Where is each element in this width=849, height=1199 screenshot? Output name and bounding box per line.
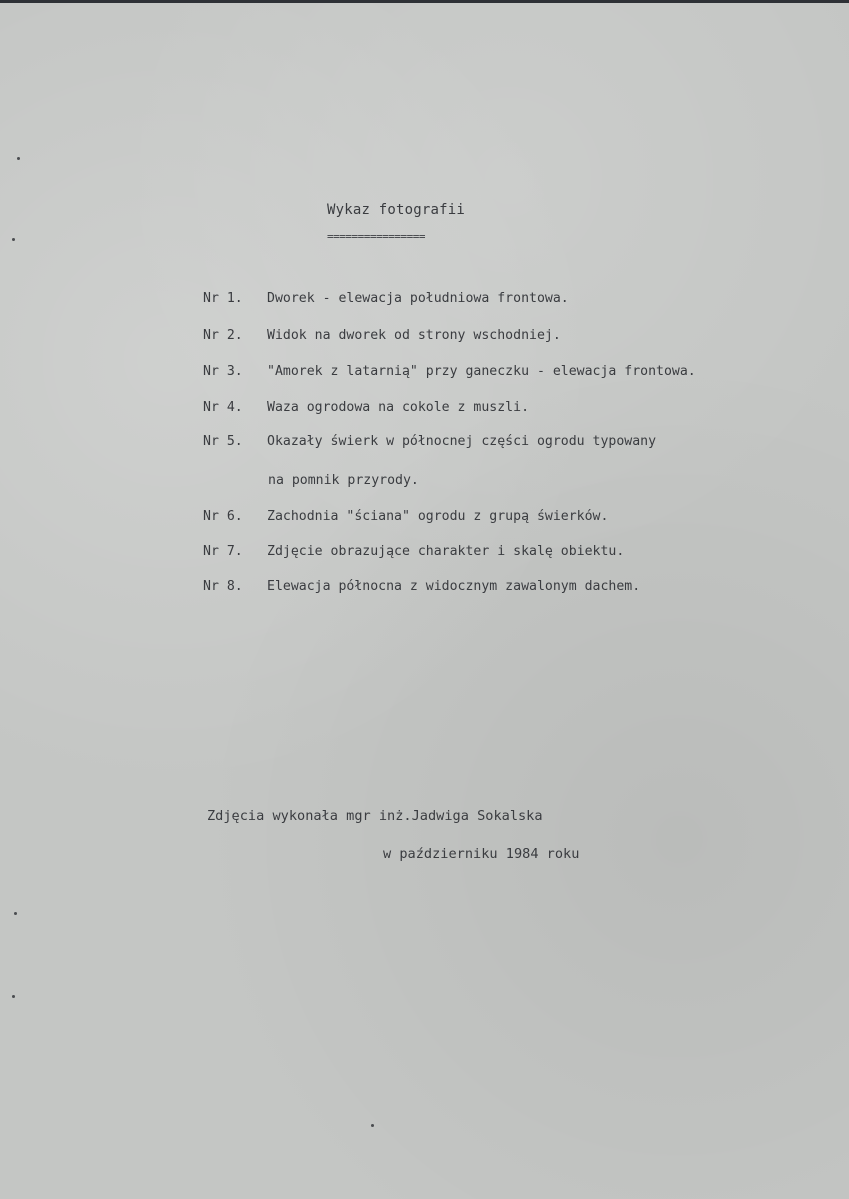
- signature-line-2: w październiku 1984 roku: [383, 846, 580, 862]
- item-number: Nr 1.: [203, 291, 243, 306]
- page-top-edge: [0, 0, 849, 3]
- list-item: [203, 364, 696, 379]
- signature-line-1: Zdjęcia wykonała mgr inż.Jadwiga Sokalska: [207, 808, 543, 824]
- paper-speck: [17, 157, 20, 160]
- item-description: Dworek - elewacja południowa frontowa.: [267, 291, 569, 306]
- item-description: Widok na dworek od strony wschodniej.: [267, 328, 561, 343]
- item-description: "Amorek z latarnią" przy ganeczku - elewacja frontowa.: [267, 364, 696, 379]
- list-item: [203, 400, 529, 415]
- paper-speck: [14, 912, 17, 915]
- title-underline: ================: [327, 230, 425, 243]
- document-title: Wykaz fotografii: [327, 202, 466, 218]
- item-number: Nr 8.: [203, 579, 243, 594]
- item-number: Nr 3.: [203, 364, 243, 379]
- paper-speck: [371, 1124, 374, 1127]
- item-description: Zachodnia "ściana" ogrodu z grupą świerków.: [267, 509, 609, 524]
- item-description-continuation: na pomnik przyrody.: [268, 473, 419, 488]
- item-description: Okazały świerk w północnej części ogrodu typowany: [267, 434, 657, 449]
- list-item: [203, 544, 624, 559]
- list-item: [203, 434, 656, 449]
- item-description: Elewacja północna z widocznym zawalonym dachem.: [267, 579, 641, 594]
- list-item: [203, 328, 561, 343]
- paper-speck: [12, 995, 15, 998]
- paper-speck: [12, 238, 15, 241]
- item-number: Nr 4.: [203, 400, 243, 415]
- list-item: [203, 291, 569, 306]
- item-description: Waza ogrodowa na cokole z muszli.: [267, 400, 530, 415]
- list-item: [203, 509, 608, 524]
- item-number: Nr 2.: [203, 328, 243, 343]
- item-number: Nr 5.: [203, 434, 243, 449]
- list-item: [203, 579, 640, 594]
- item-number: Nr 7.: [203, 544, 243, 559]
- item-description: Zdjęcie obrazujące charakter i skalę obiektu.: [267, 544, 625, 559]
- item-number: Nr 6.: [203, 509, 243, 524]
